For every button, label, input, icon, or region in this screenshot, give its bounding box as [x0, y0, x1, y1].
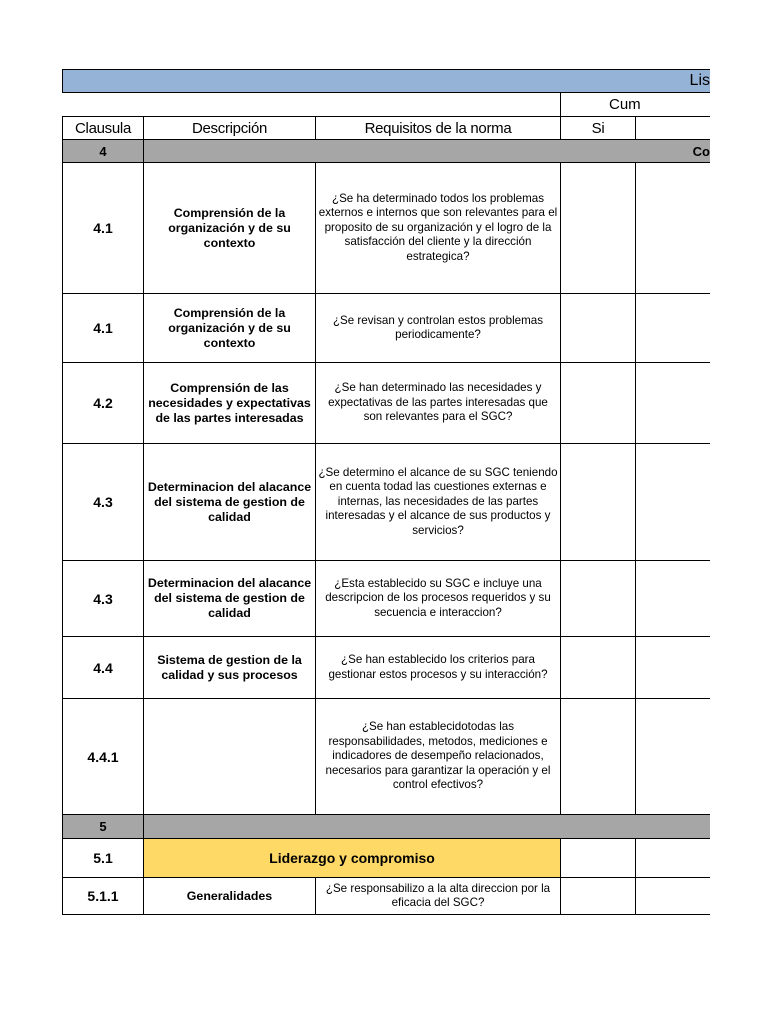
- clause-cell: 4.2: [63, 363, 144, 444]
- requirement-cell: ¿Se ha determinado todos los problemas externos e internos que son relevantes para el proposito de su organización y el logro de la satisfacción del cliente y la dirección estrategica?: [316, 163, 561, 294]
- no-cell[interactable]: [636, 444, 711, 561]
- description-cell: Comprensión de la organización y de su contexto: [144, 163, 316, 294]
- sheet-title: Lis: [63, 70, 711, 93]
- title-row: [63, 70, 711, 93]
- description-cell: Comprensión de las necesidades y expectativas de las partes interesadas: [144, 363, 316, 444]
- si-cell[interactable]: [561, 561, 636, 637]
- no-cell[interactable]: [636, 699, 711, 815]
- si-cell[interactable]: [561, 699, 636, 815]
- requirement-cell: ¿Se han establecido los criterios para gestionar estos procesos y su interacción?: [316, 637, 561, 699]
- no-cell[interactable]: [636, 163, 711, 294]
- description-cell: Comprensión de la organización y de su contexto: [144, 294, 316, 363]
- column-header-row: [63, 117, 711, 140]
- compliance-header-row: [63, 93, 711, 117]
- checklist-table: [62, 69, 711, 915]
- clause-cell: 5.1: [63, 839, 144, 878]
- requirement-cell: ¿Esta establecido su SGC e incluye una descripcion de los procesos requeridos y su secuencia e interaccion?: [316, 561, 561, 637]
- header-requisitos: Requisitos de la norma: [316, 117, 561, 140]
- requirement-cell: ¿Se han determinado las necesidades y expectativas de las partes interesadas que son relevantes para el SGC?: [316, 363, 561, 444]
- no-cell[interactable]: [636, 363, 711, 444]
- description-cell: Sistema de gestion de la calidad y sus procesos: [144, 637, 316, 699]
- header-clausula: Clausula: [63, 117, 144, 140]
- blank-cell: [63, 93, 561, 117]
- leadership-row: [63, 839, 711, 878]
- table-row: [63, 363, 711, 444]
- clause-cell: 4.1: [63, 163, 144, 294]
- no-cell[interactable]: [636, 637, 711, 699]
- table-row: [63, 163, 711, 294]
- section-row-5: [63, 815, 711, 839]
- requirement-cell: ¿Se revisan y controlan estos problemas periodicamente?: [316, 294, 561, 363]
- no-cell[interactable]: [636, 294, 711, 363]
- description-cell: Determinacion del alacance del sistema de gestion de calidad: [144, 561, 316, 637]
- table-row: [63, 561, 711, 637]
- section-number: 4: [63, 140, 144, 163]
- si-cell[interactable]: [561, 839, 636, 878]
- section-title: [144, 815, 711, 839]
- leadership-title: Liderazgo y compromiso: [144, 839, 561, 878]
- si-cell[interactable]: [561, 363, 636, 444]
- clause-cell: 5.1.1: [63, 878, 144, 915]
- no-cell[interactable]: [636, 839, 711, 878]
- compliance-header: Cum: [561, 93, 711, 117]
- crop-mask: [710, 0, 768, 1024]
- clause-cell: 4.3: [63, 561, 144, 637]
- requirement-cell: ¿Se responsabilizo a la alta direccion por la eficacia del SGC?: [316, 878, 561, 915]
- table-row: [63, 637, 711, 699]
- requirement-cell: ¿Se han establecidotodas las responsabilidades, metodos, mediciones e indicadores de desempeño relacionados, necesarios para garantizar la operación y el control efectivos?: [316, 699, 561, 815]
- table-row: [63, 444, 711, 561]
- clause-cell: 4.3: [63, 444, 144, 561]
- table-row: [63, 699, 711, 815]
- section-number: 5: [63, 815, 144, 839]
- section-title: Co: [144, 140, 711, 163]
- section-row-4: [63, 140, 711, 163]
- si-cell[interactable]: [561, 878, 636, 915]
- si-cell[interactable]: [561, 444, 636, 561]
- header-no: [636, 117, 711, 140]
- no-cell[interactable]: [636, 878, 711, 915]
- clause-cell: 4.4.1: [63, 699, 144, 815]
- description-cell: Generalidades: [144, 878, 316, 915]
- no-cell[interactable]: [636, 561, 711, 637]
- clause-cell: 4.1: [63, 294, 144, 363]
- si-cell[interactable]: [561, 637, 636, 699]
- description-cell: Determinacion del alacance del sistema de gestion de calidad: [144, 444, 316, 561]
- si-cell[interactable]: [561, 294, 636, 363]
- description-cell: [144, 699, 316, 815]
- table-row: [63, 878, 711, 915]
- checklist-sheet: [62, 69, 711, 915]
- si-cell[interactable]: [561, 163, 636, 294]
- requirement-cell: ¿Se determino el alcance de su SGC teniendo en cuenta todad las cuestiones externas e internas, las necesidades de las partes interesadas y el alcance de sus productos y servicios?: [316, 444, 561, 561]
- table-row: [63, 294, 711, 363]
- header-descripcion: Descripción: [144, 117, 316, 140]
- clause-cell: 4.4: [63, 637, 144, 699]
- header-si: Si: [561, 117, 636, 140]
